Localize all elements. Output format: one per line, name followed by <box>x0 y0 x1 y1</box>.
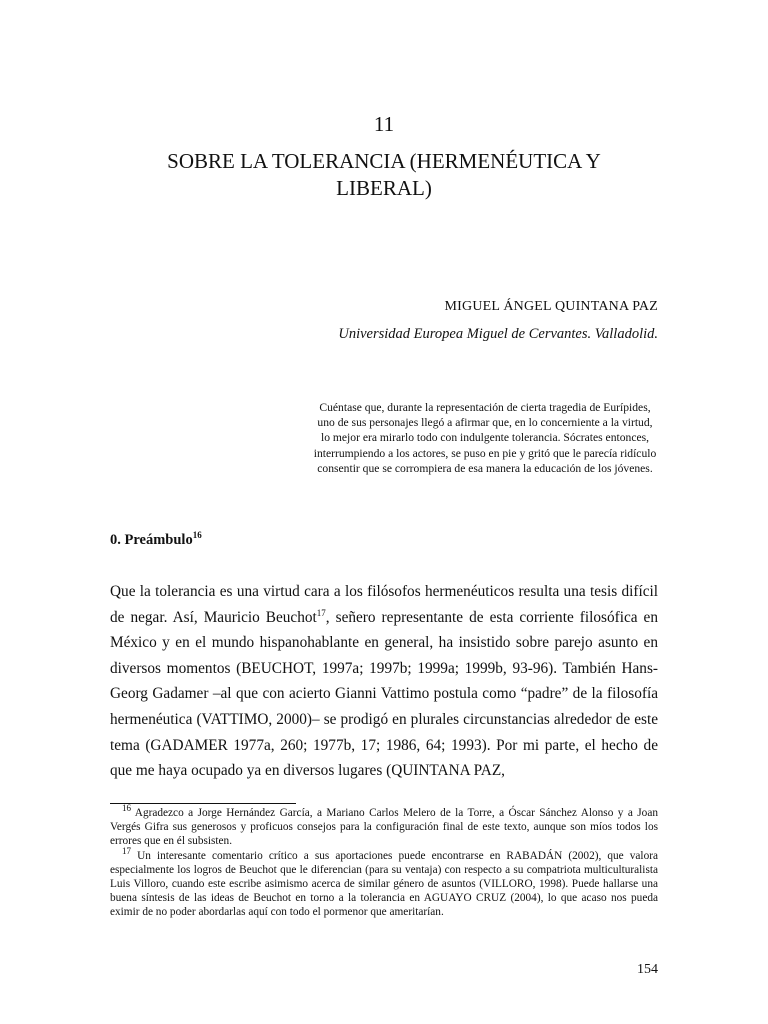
footnote-text: Agradezco a Jorge Hernández García, a Mariano Carlos Melero de la Torre, a Óscar Sánchez Alonso y a Joan Vergés Gifra sus generosos y proficuos consejos para la configuración final de este texto, aunque son míos todos los errores que en él subsisten. <box>110 807 658 848</box>
footnote-16 <box>110 803 658 849</box>
body-paragraph <box>110 579 658 784</box>
body-text-part-2: , señero representante de esta corriente filosófica en México y en el mundo hispanohablante en general, ha insistido sobre parejo asunto en diversos momentos (BEUCHOT, 1997a; 1997b; 1999a; 1999b, 93-96). También Hans-Georg Gadamer –al que con acierto Gianni Vattimo postula como “padre” de la filosofía hermenéutica (VATTIMO, 2000)– se prodigó en plurales circunstancias alrededor de este tema (GADAMER 1977a, 260; 1977b, 17; 1986, 64; 1993). Por mi parte, el hecho de que me haya ocupado ya en diversos lugares (QUINTANA PAZ, <box>110 608 658 780</box>
footnote-text: Un interesante comentario crítico a sus aportaciones puede encontrarse en RABADÁN (2002), que valora especialmente los logros de Beuchot que le diferencian (para su ventaja) con respecto a su compatriota multiculturalista Luis Villoro, cuando este escribe asimismo acerca de similar género de asuntos (VILLORO, 1998). Puede hallarse una buena síntesis de las ideas de Beuchot en torno a la tolerancia en AGUAYO CRUZ (2004), lo que acaso nos pueda eximir de no poder abordarlas aquí con todo el pormenor que ameritarían. <box>110 849 658 919</box>
author-affiliation: Universidad Europea Miguel de Cervantes. Valladolid. <box>338 326 658 342</box>
body-text-part-1: Que la tolerancia es una virtud cara a los filósofos hermenéuticos resulta una tesis difícil de negar. Así, Mauricio Beuchot <box>110 583 658 626</box>
author-name: MIGUEL ÁNGEL QUINTANA PAZ <box>444 299 658 314</box>
chapter-title: SOBRE LA TOLERANCIA (HERMENÉUTICA Y LIBERAL) <box>167 149 601 200</box>
footnote-ref-16: 16 <box>192 530 202 541</box>
footnote-separator <box>110 803 296 804</box>
footnotes <box>110 803 658 920</box>
footnote-number: 17 <box>122 845 131 856</box>
epigraph: Cuéntase que, durante la representación de cierta tragedia de Eurípides, uno de sus personajes llegó a afirmar que, en lo concerniente a la virtud, lo mejor era mirarlo todo con indulgente tolerancia. Sócrates entonces, interrumpiendo a los actores, se puso en pie y gritó que le parecía ridículo consentir que se corrompiera de esa manera la educación de los jóvenes. <box>313 401 657 475</box>
chapter-number: 11 <box>373 112 395 136</box>
footnote-17 <box>110 845 658 920</box>
page-number: 154 <box>637 962 658 977</box>
footnote-number: 16 <box>122 803 131 814</box>
section-heading <box>110 532 202 549</box>
section-heading-text: 0. Preámbulo <box>110 532 193 548</box>
footnote-ref-17: 17 <box>316 607 326 618</box>
